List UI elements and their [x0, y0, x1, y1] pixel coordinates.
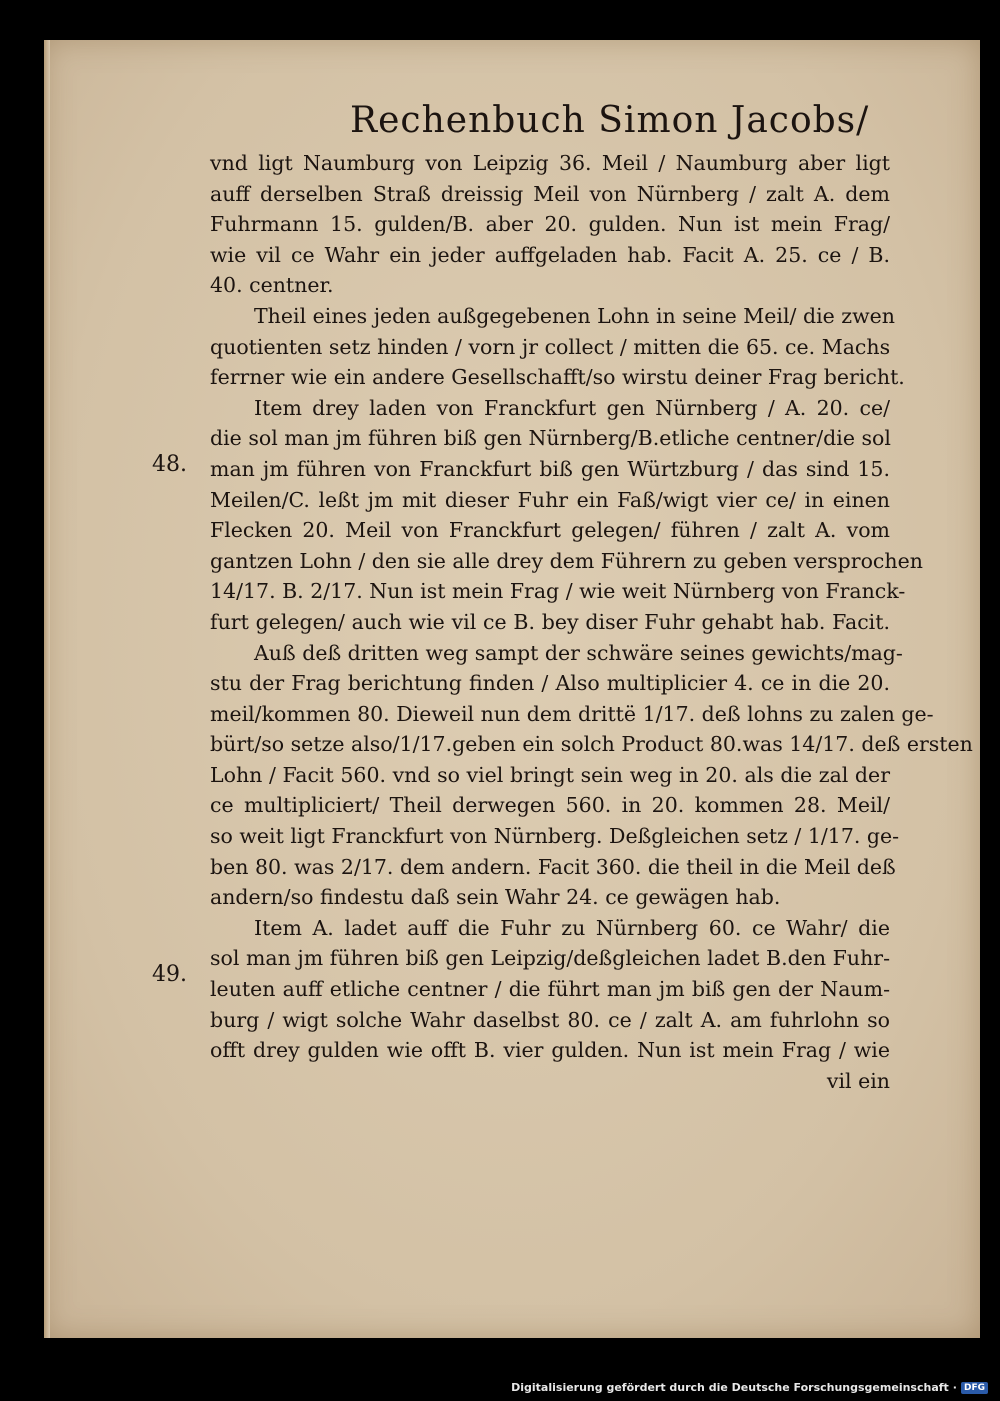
running-header: Rechenbuch Simon Jacobs/: [350, 100, 870, 141]
text-line: so weit ligt Franckfurt von Nürnberg. Deßgleichen setz / 1/17. ge-: [210, 824, 900, 849]
text-line: Fuhrmann 15. gulden/B. aber 20. gulden. Nun ist mein Frag/: [210, 212, 890, 237]
text-line: quotienten setz hinden / vorn jr collect / mitten die 65. ce. Machs: [210, 334, 891, 359]
catchword: vil ein: [826, 1068, 890, 1093]
text-line: stu der Frag berichtung finden / Also multiplicier 4. ce in die 20.: [210, 671, 890, 696]
text-line: man jm führen von Franckfurt biß gen Würtzburg / das sind 15.: [210, 456, 890, 481]
text-line: die sol man jm führen biß gen Nürnberg/B.etliche centner/die sol: [210, 426, 891, 451]
text-line: gantzen Lohn / den sie alle drey dem Führern zu geben versprochen: [210, 548, 923, 573]
footer-text: Digitalisierung gefördert durch die Deutsche Forschungsgemeinschaft: [511, 1381, 949, 1394]
text-line: 14/17. B. 2/17. Nun ist mein Frag / wie weit Nürnberg von Franck-: [210, 579, 906, 604]
text-line: bürt/so setze also/1/17.geben ein solch Product 80.was 14/17. deß ersten: [210, 732, 973, 757]
text-line: vnd ligt Naumburg von Leipzig 36. Meil / Naumburg aber ligt: [210, 151, 890, 175]
dfg-logo-icon: DFG: [961, 1382, 988, 1394]
text-line: Flecken 20. Meil von Franckfurt gelegen/ führen / zalt A. vom: [210, 518, 890, 543]
text-line: andern/so findestu daß sein Wahr 24. ce gewägen hab.: [210, 885, 781, 910]
text-line: Item A. ladet auff die Fuhr zu Nürnberg 60. ce Wahr/ die: [254, 915, 890, 940]
text-line: ce multipliciert/ Theil derwegen 560. in 20. kommen 28. Meil/: [210, 793, 890, 818]
text-line: ferrner wie ein andere Gesellschafft/so wirstu deiner Frag bericht.: [210, 365, 905, 390]
text-line: leuten auff etliche centner / die führt man jm biß gen der Naum-: [210, 977, 890, 1002]
footer-separator: ·: [952, 1381, 957, 1394]
page-spine-edge: [44, 40, 50, 1338]
text-line: Item drey laden von Franckfurt gen Nürnberg / A. 20. ce/: [254, 395, 890, 420]
text-line: furt gelegen/ auch wie vil ce B. bey diser Fuhr gehabt hab. Facit.: [210, 609, 890, 634]
margin-number-48: 48.: [152, 452, 187, 477]
text-line: Lohn / Facit 560. vnd so viel bringt sein weg in 20. als die zal der: [210, 762, 890, 787]
margin-number-49: 49.: [152, 962, 187, 987]
text-line: burg / wigt solche Wahr daselbst 80. ce / zalt A. am fuhrlohn so: [210, 1007, 890, 1032]
text-line: meil/kommen 80. Dieweil nun dem drittë 1/17. deß lohns zu zalen ge-: [210, 701, 934, 726]
text-line: sol man jm führen biß gen Leipzig/deßgleichen ladet B.den Fuhr-: [210, 946, 890, 971]
text-line: Auß deß dritten weg sampt der schwäre seines gewichts/mag-: [254, 640, 903, 665]
text-line: auff derselben Straß dreissig Meil von Nürnberg / zalt A. dem: [210, 181, 890, 206]
text-line: 40. centner.: [210, 273, 334, 298]
body-text: [210, 148, 973, 1096]
text-line: wie vil ce Wahr ein jeder auffgeladen hab. Facit A. 25. ce / B.: [210, 242, 890, 267]
text-line: Theil eines jeden außgegebenen Lohn in seine Meil/ die zwen: [254, 303, 895, 328]
text-line: Meilen/C. leßt jm mit dieser Fuhr ein Faß/wigt vier ce/ in einen: [210, 487, 890, 512]
text-line: ben 80. was 2/17. dem andern. Facit 360. die theil in die Meil deß: [210, 854, 896, 879]
text-line: offt drey gulden wie offt B. vier gulden. Nun ist mein Frag / wie: [210, 1038, 890, 1063]
digitization-footer: [511, 1381, 988, 1394]
